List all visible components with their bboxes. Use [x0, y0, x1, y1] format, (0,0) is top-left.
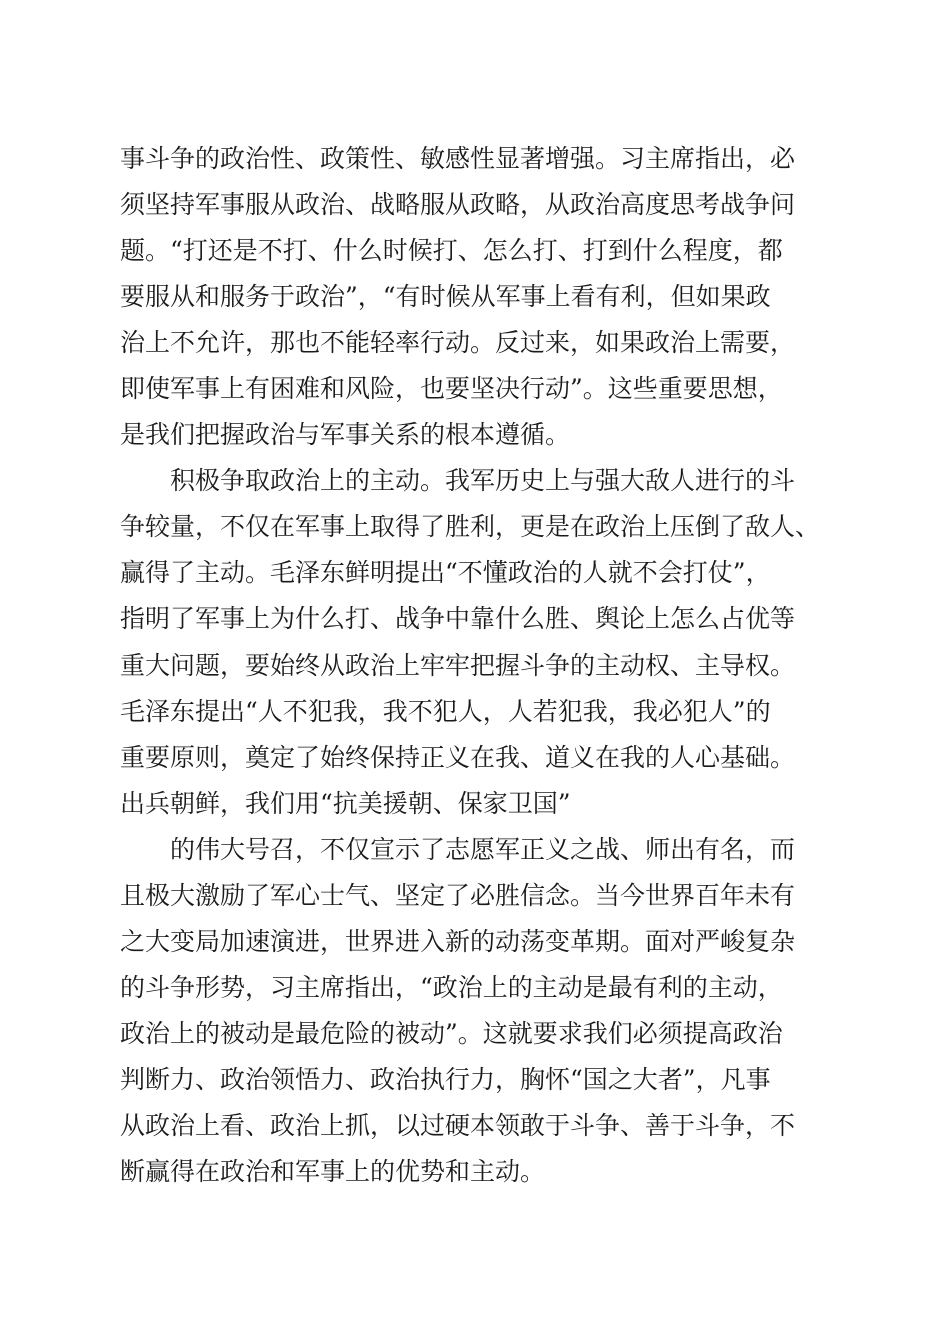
text-line: 是我们把握政治与军事关系的根本遵循。 [120, 420, 571, 450]
text-line: 治上不允许，那也不能轻率行动。反过来，如果政治上需要， [120, 328, 796, 358]
text-line: 指明了军事上为什么打、战争中靠什么胜、舆论上怎么占优等 [120, 604, 796, 634]
text-line: 的斗争形势，习主席指出，“政治上的主动是最有利的主动， [120, 972, 783, 1002]
text-line: 之大变局加速演进，世界进入新的动荡变革期。面对严峻复杂 [120, 926, 796, 956]
text-line: 题。“打还是不打、什么时候打、怎么打、打到什么程度，都 [120, 236, 783, 266]
text-line: 毛泽东提出“人不犯我，我不犯人，人若犯我，我必犯人”的 [120, 696, 771, 726]
paragraph-first-line: 的伟大号召，不仅宣示了志愿军正义之战、师出有名，而 [170, 834, 796, 864]
text-line: 重要原则，奠定了始终保持正义在我、道义在我的人心基础。 [120, 742, 796, 772]
paragraph-first-line: 积极争取政治上的主动。我军历史上与强大敌人进行的斗 [170, 466, 796, 496]
text-line: 出兵朝鲜，我们用“抗美援朝、保家卫国” [120, 788, 571, 818]
text-line: 即使军事上有困难和风险，也要坚决行动”。这些重要思想， [120, 374, 783, 404]
text-line: 判断力、政治领悟力、政治执行力，胸怀“国之大者”，凡事 [120, 1064, 771, 1094]
text-line: 要服从和服务于政治”，“有时候从军事上看有利，但如果政 [120, 282, 771, 312]
text-line: 断赢得在政治和军事上的优势和主动。 [120, 1157, 546, 1187]
body-text [120, 136, 840, 1195]
text-line: 赢得了主动。毛泽东鲜明提出“不懂政治的人就不会打仗”， [120, 558, 771, 588]
text-line: 须坚持军事服从政治、战略服从政略，从政治高度思考战争问 [120, 190, 796, 220]
text-line: 事斗争的政治性、政策性、敏感性显著增强。习主席指出，必 [120, 144, 796, 173]
text-line: 争较量，不仅在军事上取得了胜利，更是在政治上压倒了敌人、 [120, 512, 821, 542]
text-line: 重大问题，要始终从政治上牢牢把握斗争的主动权、主导权。 [120, 650, 796, 680]
text-line: 从政治上看、政治上抓，以过硬本领敢于斗争、善于斗争，不 [120, 1110, 796, 1140]
text-line: 且极大激励了军心士气、坚定了必胜信念。当今世界百年未有 [120, 880, 796, 910]
text-line: 政治上的被动是最危险的被动”。这就要求我们必须提高政治 [120, 1018, 783, 1048]
